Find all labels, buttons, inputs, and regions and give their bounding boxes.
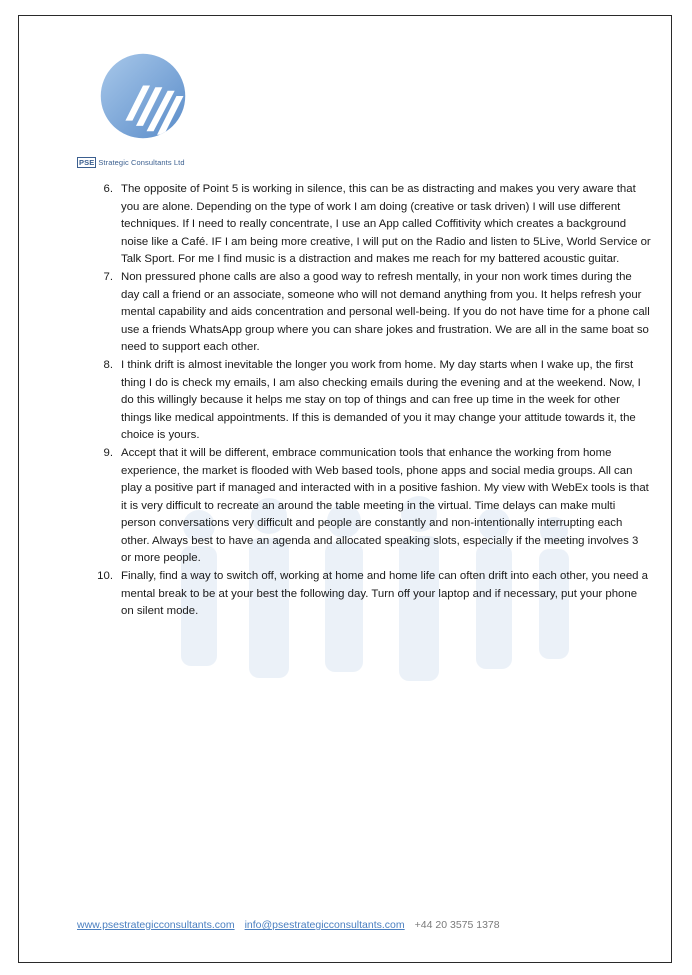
list-item [91, 269, 651, 357]
list-item [91, 181, 651, 269]
list-item [91, 445, 651, 568]
document-body [91, 181, 651, 621]
list-item-text: The opposite of Point 5 is working in silence, this can be as distracting and makes you very aware that you are alone. Depending on the type of work I am doing (creative or task driven) I will use different techniques. If I need to really concentrate, I use an App called Coffitivity which creates a background noise like a Café. IF I am being more creative, I will put on the Radio and listen to 5Live, World Service or Talk Sport. For me I find music is a distraction and makes me reach for my battered acoustic guitar. [121, 183, 651, 266]
website-link[interactable]: www.psestrategicconsultants.com [77, 919, 235, 931]
company-name-rest: Strategic Consultants Ltd [98, 158, 185, 167]
company-name [77, 158, 185, 167]
document-page [18, 15, 672, 963]
list-item-number: 10. [97, 570, 113, 583]
email-link[interactable]: info@psestrategicconsultants.com [244, 919, 405, 931]
list-item-text: Finally, find a way to switch off, working at home and home life can often drift into each other, you need a mental break to be at your best the following day. Turn off your laptop and if necessary, put your phone on silent mode. [121, 570, 649, 618]
company-prefix: PSE [79, 158, 95, 167]
company-logo [77, 38, 237, 168]
list-item [91, 357, 651, 445]
numbered-list [91, 181, 651, 621]
page-footer [77, 919, 500, 931]
list-item-text: Non pressured phone calls are also a good way to refresh mentally, in your non work times during the day call a friend or an associate, someone who will not demand anything from you. It helps refresh your mental capability and aids concentration and personal well-being. If you do not have time for a phone call use a friends WhatsApp group where you can share jokes and frustration. We are all in the same boat so need to support each other. [121, 270, 650, 354]
list-item-number: 9. [103, 446, 113, 459]
list-item-text: I think drift is almost inevitable the longer you work from home. My day starts when I wake up, the first thing I do is check my emails, I am also checking emails during the evening and at the weekend. Now, I do this willingly because it helps me stay on top of things and can free up time in the week for other things like medical appointments. If this is demanded of you it may change your attitude towards it, the choice is yours. [121, 358, 641, 442]
list-item-number: 7. [103, 270, 113, 283]
list-item [91, 568, 651, 621]
list-item-text: Accept that it will be different, embrace communication tools that enhance the working from home experience, the market is flooded with Web based tools, phone apps and social media groups. All can play a positive part if managed and interacted with in a positive fashion. My view with WebEx tools is that it is very difficult to recreate an around the table meeting in the virtual. Time delays can make multi person conversations very difficult and people are constantly and non-intentionally interrupting each other. Always best to have an agenda and allocated speaking slots, especially if the meeting involves 3 or more people. [121, 446, 649, 565]
list-item-number: 6. [103, 183, 113, 195]
list-item-number: 8. [103, 358, 113, 371]
phone-number: +44 20 3575 1378 [414, 919, 500, 931]
pse-logo-circle-icon [99, 52, 187, 140]
